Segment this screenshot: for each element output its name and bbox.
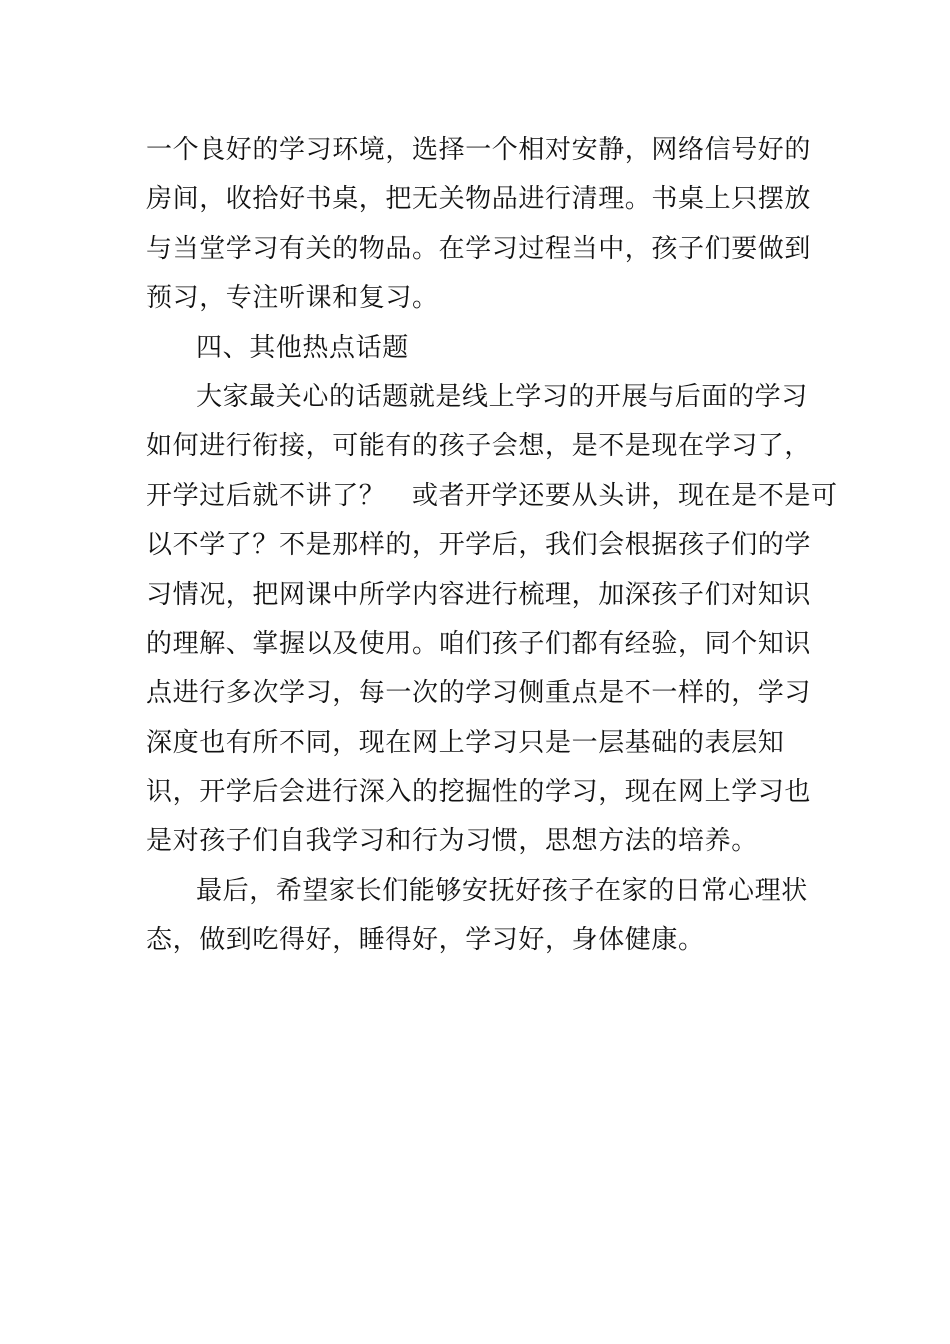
text-line: 是对孩子们自我学习和行为习惯，思想方法的培养。 [146,826,758,857]
text-line: 大家最关心的话题就是线上学习的开展与后面的学习 [196,381,808,412]
text-line: 习情况，把网课中所学内容进行梳理，加深孩子们对知识 [146,579,812,610]
text-line: 如何进行衔接，可能有的孩子会想，是不是现在学习了， [146,431,812,462]
text-line: 最后，希望家长们能够安抚好孩子在家的日常心理状 [196,875,808,906]
text-line: 开学过后就不讲了？ 或者开学还要从头讲，现在是不是可 [146,480,838,511]
text-line: 一个良好的学习环境，选择一个相对安静，网络信号好的 [146,135,812,165]
text-line: 点进行多次学习，每一次的学习侧重点是不一样的，学习 [146,678,812,709]
text-line: 与当堂学习有关的物品。在学习过程当中，孩子们要做到 [146,233,812,264]
text-line: 深度也有所不同，现在网上学习只是一层基础的表层知 [146,727,785,758]
text-line: 态，做到吃得好，睡得好，学习好，身体健康。 [146,925,705,956]
text-line: 房间，收拾好书桌，把无关物品进行清理。书桌上只摆放 [146,184,812,215]
section-heading: 四、其他热点话题 [196,332,409,363]
text-line: 预习，专注听课和复习。 [146,283,439,314]
text-line: 识，开学后会进行深入的挖掘性的学习，现在网上学习也 [146,777,812,808]
text-line: 的理解、掌握以及使用。咱们孩子们都有经验，同个知识 [146,628,812,659]
text-line: 以不学了？不是那样的，开学后，我们会根据孩子们的学 [146,530,812,561]
document-body [146,126,838,966]
